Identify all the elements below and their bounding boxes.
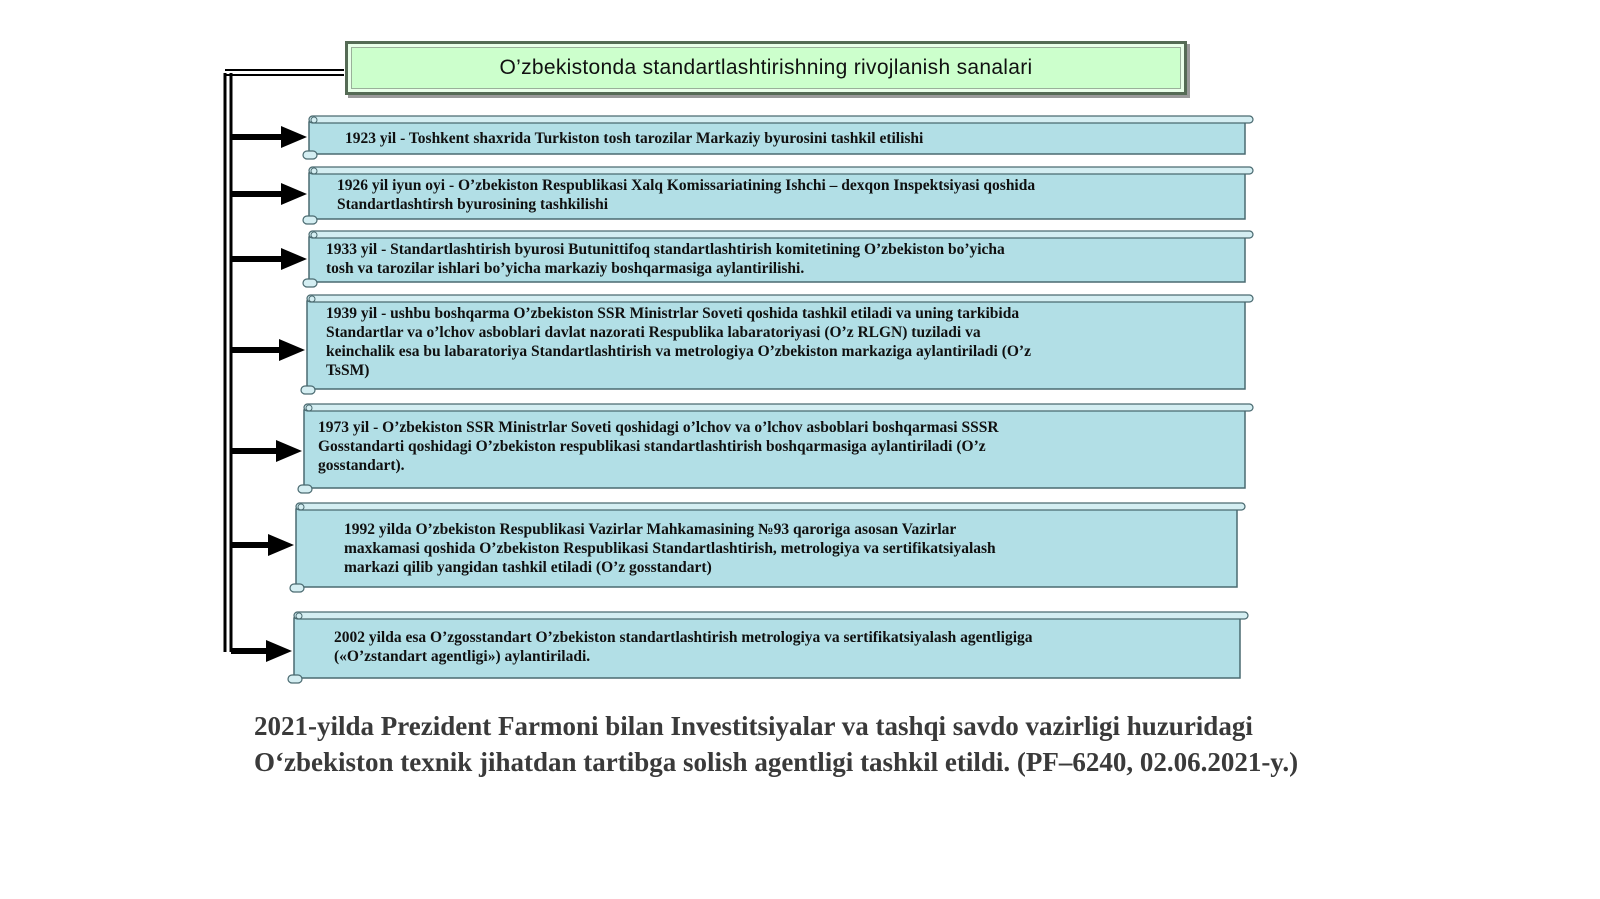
arrow-1973 bbox=[231, 440, 302, 462]
timeline-item-1939: 1939 yil - ushbu boshqarma O’zbekiston SSR Ministrlar Soveti qoshida tashkil etiladi va uning tarkibida Standartlar va o’lchov asboblari davlat nazorati Respublika labaratoriyasi (O’z RLGN) tuziladi va keinchalik esa bu labaratoriya Standartlashtirish va metrologiya O’zbekiston markaziga aylantiriladi (O’z TsSM) bbox=[326, 305, 1031, 379]
arrow-2002 bbox=[231, 640, 292, 662]
arrow-1933 bbox=[231, 248, 307, 270]
timeline-item-1973: 1973 yil - O’zbekiston SSR Ministrlar Soveti qoshidagi o’lchov va o’lchov asboblari boshqarmasi SSSR Gosstandarti qoshidagi O’zbekiston respublikasi standartlashtirish boshqarmasiga aylantiriladi (O’z gosstandart). bbox=[318, 419, 999, 474]
arrow-1939 bbox=[231, 339, 305, 361]
diagram-title: O’zbekistonda standartlashtirishning rivojlanish sanalari bbox=[345, 41, 1187, 95]
timeline-item-1926: 1926 yil iyun oyi - O’zbekiston Respublikasi Xalq Komissariatining Ishchi – dexqon Inspektsiyasi qoshida Standartlashtirsh byurosining tashkilishi bbox=[337, 177, 1036, 213]
arrow-1923 bbox=[231, 126, 307, 148]
arrow-1992 bbox=[231, 534, 294, 556]
footer-note: 2021-yilda Prezident Farmoni bilan Investitsiyalar va tashqi savdo vazirligi huzuridagi O‘zbekiston texnik jihatdan tartibga solish agentligi tashkil etildi. (PF–6240, 02.06.2021-y.) bbox=[254, 711, 1299, 777]
timeline-item-1923: 1923 yil - Toshkent shaxrida Turkiston tosh tarozilar Markaziy byurosini tashkil etilishi bbox=[345, 130, 924, 147]
arrow-1926 bbox=[231, 183, 307, 205]
timeline-item-2002: 2002 yilda esa O’zgosstandart O’zbekiston standartlashtirish metrologiya va sertifikatsiyalash agentligiga («O’zstandart agentligi») aylantiriladi. bbox=[334, 629, 1033, 665]
timeline-item-1933: 1933 yil - Standartlashtirish byurosi Butunittifoq standartlashtirish komitetining O’zbekiston bo’yicha tosh va tarozilar ishlari bo’yicha markaziy boshqarmasiga aylantirilishi. bbox=[326, 241, 1005, 277]
timeline-item-1992: 1992 yilda O’zbekiston Respublikasi Vazirlar Mahkamasining №93 qaroriga asosan Vazirlar maxkamasi qoshida O’zbekiston Respublikasi Standartlashtirish, metrologiya va sertifikatsiyalash markazi qilib yangidan tashkil etiladi (O’z gosstandart) bbox=[344, 521, 996, 576]
